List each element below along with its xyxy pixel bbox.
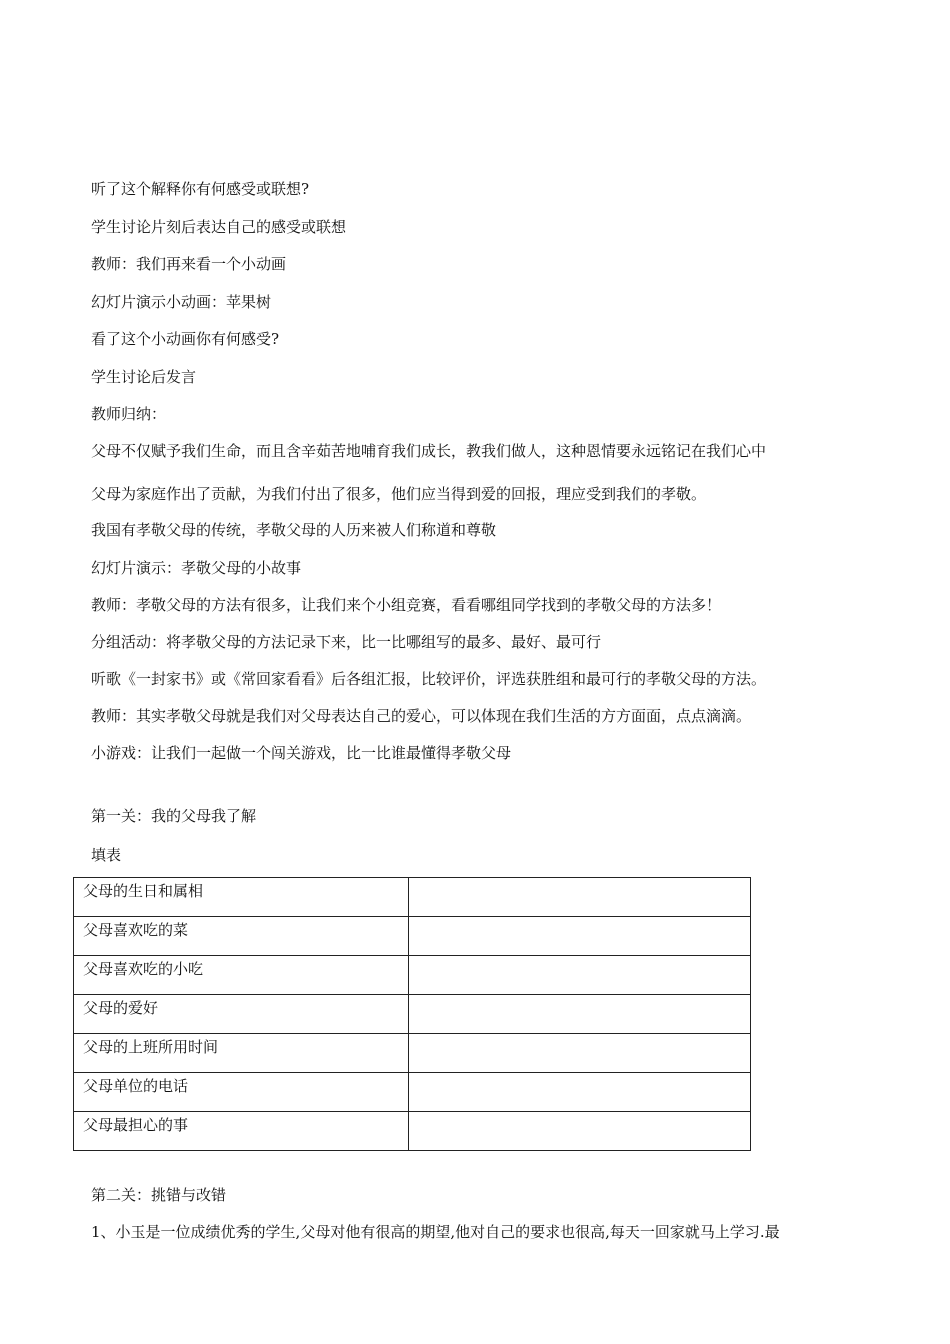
answer-cell[interactable] xyxy=(409,917,751,956)
level2-item-1: 1、小玉是一位成绩优秀的学生,父母对他有很高的期望,他对自己的要求也很高,每天一回家就马上学习.最 xyxy=(91,1223,780,1241)
answer-cell[interactable] xyxy=(409,1073,751,1112)
table-row xyxy=(74,1034,751,1073)
answer-cell[interactable] xyxy=(409,1034,751,1073)
parents-info-table xyxy=(73,877,751,1151)
paragraph: 教师：我们再来看一个小动画 xyxy=(91,255,287,273)
level2-title: 第二关：挑错与改错 xyxy=(91,1186,227,1204)
paragraph: 幻灯片演示：孝敬父母的小故事 xyxy=(91,559,302,577)
paragraph: 教师：孝敬父母的方法有很多，让我们来个小组竞赛，看看哪组同学找到的孝敬父母的方法多！ xyxy=(91,596,722,614)
level1-title: 第一关：我的父母我了解 xyxy=(91,807,257,825)
paragraph: 学生讨论后发言 xyxy=(91,368,197,386)
paragraph: 幻灯片演示小动画：苹果树 xyxy=(91,293,272,311)
row-label: 父母的上班所用时间 xyxy=(74,1034,409,1073)
answer-cell[interactable] xyxy=(409,878,751,917)
paragraph: 父母为家庭作出了贡献，为我们付出了很多，他们应当得到爱的回报，理应受到我们的孝敬。 xyxy=(91,485,707,503)
paragraph: 小游戏：让我们一起做一个闯关游戏，比一比谁最懂得孝敬父母 xyxy=(91,744,512,762)
row-label: 父母的爱好 xyxy=(74,995,409,1034)
answer-cell[interactable] xyxy=(409,1112,751,1151)
paragraph: 教师：其实孝敬父母就是我们对父母表达自己的爱心，可以体现在我们生活的方方面面，点点滴滴。 xyxy=(91,707,752,725)
paragraph: 看了这个小动画你有何感受? xyxy=(91,330,280,348)
answer-cell[interactable] xyxy=(409,995,751,1034)
table-row xyxy=(74,878,751,917)
paragraph: 学生讨论片刻后表达自己的感受或联想 xyxy=(91,218,347,236)
table-row xyxy=(74,917,751,956)
paragraph: 分组活动：将孝敬父母的方法记录下来，比一比哪组写的最多、最好、最可行 xyxy=(91,633,602,651)
row-label: 父母喜欢吃的小吃 xyxy=(74,956,409,995)
table-row xyxy=(74,995,751,1034)
paragraph: 听了这个解释你有何感受或联想? xyxy=(91,180,310,198)
answer-cell[interactable] xyxy=(409,956,751,995)
row-label: 父母的生日和属相 xyxy=(74,878,409,917)
paragraph: 教师归纳： xyxy=(91,405,167,423)
paragraph: 我国有孝敬父母的传统，孝敬父母的人历来被人们称道和尊敬 xyxy=(91,521,497,539)
paragraph: 父母不仅赋予我们生命，而且含辛茹苦地哺育我们成长，教我们做人，这种恩情要永远铭记在我们心中 xyxy=(91,442,767,460)
table-row xyxy=(74,1073,751,1112)
row-label: 父母喜欢吃的菜 xyxy=(74,917,409,956)
paragraph: 听歌《一封家书》或《常回家看看》后各组汇报，比较评价，评选获胜组和最可行的孝敬父母的方法。 xyxy=(91,670,767,688)
table-row xyxy=(74,1112,751,1151)
level1-subtitle: 填表 xyxy=(91,846,122,864)
row-label: 父母单位的电话 xyxy=(74,1073,409,1112)
row-label: 父母最担心的事 xyxy=(74,1112,409,1151)
table-row xyxy=(74,956,751,995)
